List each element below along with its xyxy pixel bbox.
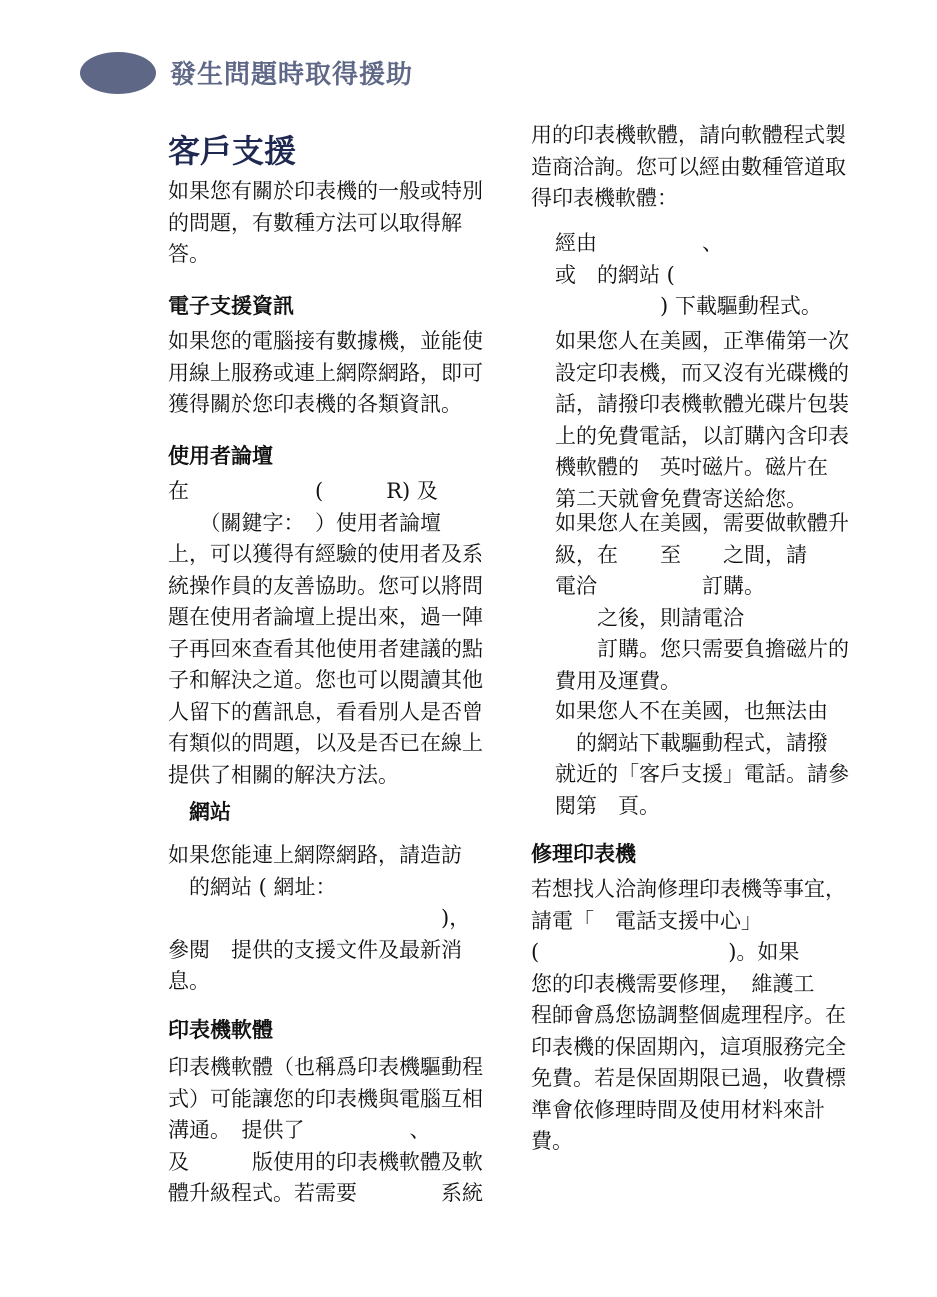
text-line: 就近的「客戶支援」電話。請參 <box>555 762 849 786</box>
text-line: 在 ( R) 及 <box>168 479 438 503</box>
text-line: ( )。如果 <box>531 940 800 964</box>
text-line: 的網站下載驅動程式，請撥 <box>555 730 828 755</box>
intro-paragraph <box>168 176 502 271</box>
text-line: 參閱 提供的支援文件及最新消 <box>168 937 462 962</box>
text-line: 息。 <box>168 969 210 993</box>
text-line: 如果您有關於印表機的一般或特別 <box>168 179 483 203</box>
text-line: 人留下的舊訊息，看看別人是否曾 <box>168 699 483 724</box>
text-line: ) 下載驅動程式。 <box>555 294 822 318</box>
text-line: 上，可以獲得有經驗的使用者及系 <box>168 542 483 566</box>
text-line: 如果您人在美國，需要做軟體升 <box>555 511 849 535</box>
text-line: 設定印表機，而又沒有光碟機的 <box>555 360 849 385</box>
text-line: 如果您人不在美國，也無法由 <box>555 699 828 723</box>
text-line: 統操作員的友善協助。您可以將問 <box>168 573 483 598</box>
text-line: 答。 <box>168 242 210 266</box>
text-line: 免費。若是保固期限已過，收費標 <box>531 1066 846 1090</box>
text-line: 用線上服務或連上網際網路，即可 <box>168 360 483 385</box>
text-line: （關鍵字： ）使用者論壇 <box>168 510 441 535</box>
text-line: )， <box>168 906 471 930</box>
text-line: 準會依修理時間及使用材料來計 <box>531 1097 825 1122</box>
text-line: 閱第 頁。 <box>555 793 660 818</box>
page-title: 客戶支援 <box>168 132 297 170</box>
repair-heading: 修理印表機 <box>531 842 636 866</box>
text-line: 造商洽詢。您可以經由數種管道取 <box>531 154 846 179</box>
text-line: 費。 <box>531 1129 573 1153</box>
software-option-upgrade <box>555 508 865 697</box>
text-line: 或 的網站 ( <box>555 262 675 287</box>
user-forum-paragraph <box>168 476 502 791</box>
text-line: 有類似的問題，以及是否已在線上 <box>168 731 483 755</box>
electronic-support-heading: 電子支援資訊 <box>168 294 294 318</box>
header-section-title: 發生問題時取得援助 <box>170 60 414 90</box>
printer-software-heading: 印表機軟體 <box>168 1018 273 1042</box>
text-line: 獲得關於您印表機的各類資訊。 <box>168 392 462 416</box>
text-line: 如果您的電腦接有數據機，並能使 <box>168 329 483 353</box>
text-line: 電洽 訂購。 <box>555 574 765 598</box>
repair-paragraph <box>531 874 865 1158</box>
electronic-support-paragraph <box>168 326 502 421</box>
text-line: 如果您能連上網際網路，請造訪 <box>168 843 462 867</box>
text-line: 話，請撥印表機軟體光碟片包裝 <box>555 392 849 416</box>
text-line: 的網站 ( 網址： <box>168 874 337 899</box>
text-line: 經由 、 <box>555 231 723 255</box>
text-line: 如果您人在美國，正準備第一次 <box>555 329 849 353</box>
header-oval-marker <box>80 52 156 94</box>
user-forum-heading: 使用者論壇 <box>168 444 273 468</box>
text-line: 用的印表機軟體，請向軟體程式製 <box>531 123 846 147</box>
text-line: 費用及運費。 <box>555 668 681 693</box>
software-option-outside-us <box>555 696 865 822</box>
printer-software-paragraph <box>168 1052 502 1210</box>
text-line: 的問題，有數種方法可以取得解 <box>168 210 462 235</box>
text-line: 程師會爲您協調整個處理程序。在 <box>531 1003 846 1027</box>
text-line: 及 版使用的印表機軟體及軟 <box>168 1149 483 1174</box>
text-line: 子和解決之道。您也可以閱讀其他 <box>168 668 483 692</box>
text-line: 溝通。 提供了 、 <box>168 1118 431 1142</box>
text-line: 訂購。您只需要負擔磁片的 <box>555 637 849 661</box>
text-line: 您的印表機需要修理， 維護工 <box>531 971 815 996</box>
text-line: 上的免費電話，以訂購內含印表 <box>555 423 849 448</box>
text-line: 題在使用者論壇上提出來，過一陣 <box>168 605 483 629</box>
text-line: 印表機的保固期內，這項服務完全 <box>531 1034 846 1059</box>
text-line: 機軟體的 英吋磁片。磁片在 <box>555 455 828 479</box>
printer-software-continued <box>531 120 865 215</box>
software-option-download <box>555 228 865 323</box>
text-line: 若想找人洽詢修理印表機等事宜， <box>531 877 846 901</box>
website-paragraph <box>168 840 502 998</box>
website-heading: 網站 <box>168 800 231 824</box>
text-line: 提供了相關的解決方法。 <box>168 762 399 787</box>
text-line: 式）可能讓您的印表機與電腦互相 <box>168 1086 483 1111</box>
text-line: 得印表機軟體： <box>531 186 678 210</box>
text-line: 之後，則請電洽 <box>555 605 744 630</box>
text-line: 第二天就會免費寄送給您。 <box>555 486 807 511</box>
text-line: 印表機軟體（也稱爲印表機驅動程 <box>168 1055 483 1079</box>
text-line: 級，在 至 之間，請 <box>555 542 807 567</box>
text-line: 請電「 電話支援中心」 <box>531 908 762 933</box>
software-option-free-diskette <box>555 326 865 515</box>
text-line: 體升級程式。若需要 系統 <box>168 1181 483 1205</box>
text-line: 子再回來查看其他使用者建議的點 <box>168 636 483 661</box>
